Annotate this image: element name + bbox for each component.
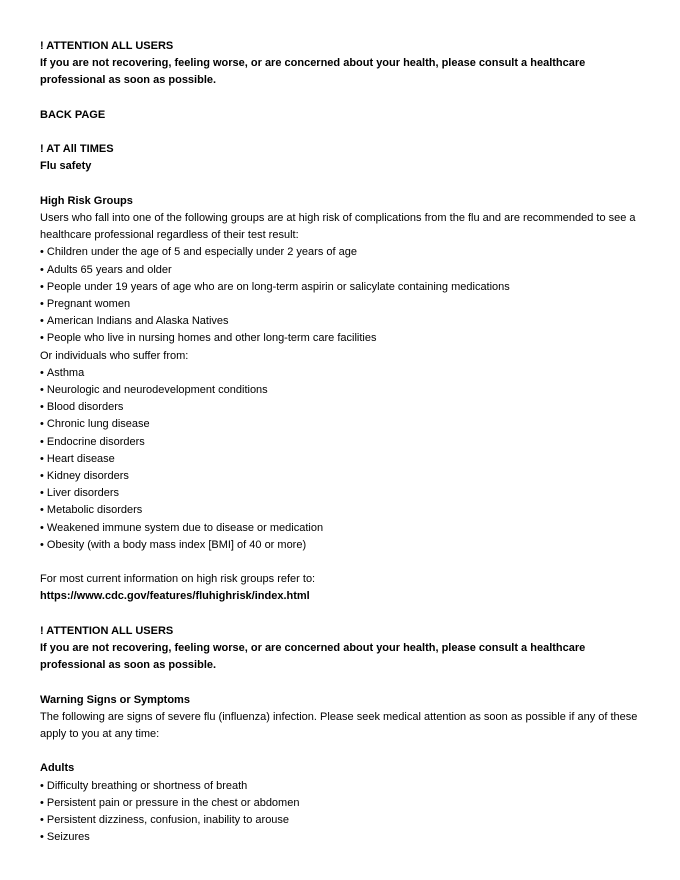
spacer	[40, 743, 640, 760]
spacer	[40, 606, 640, 623]
list-item: • Adults 65 years and older	[40, 262, 640, 279]
list-item: • Asthma	[40, 365, 640, 382]
attention-text-1: If you are not recovering, feeling worse, or are concerned about your health, please consult a healthcare professional as soon as possible.	[40, 57, 586, 87]
list-item: • Persistent dizziness, confusion, inability to arouse	[40, 812, 640, 829]
list-item: • Endocrine disorders	[40, 434, 640, 451]
list-item: • American Indians and Alaska Natives	[40, 313, 640, 330]
list-item: • Weakened immune system due to disease or medication	[40, 520, 640, 537]
high-risk-intro: Users who fall into one of the following groups are at high risk of complications from the flu and are recommended to see a healthcare professional regardless of their test result:	[40, 211, 636, 242]
info-text: For most current information on high risk groups refer to:	[40, 573, 316, 586]
spacer	[40, 124, 640, 141]
list-item: • Pregnant women	[40, 296, 640, 313]
spacer	[40, 554, 640, 571]
attention-text-2: If you are not recovering, feeling worse, or are concerned about your health, please consult a healthcare professional as soon as possible.	[40, 642, 586, 672]
list-item: • Metabolic disorders	[40, 502, 640, 519]
spacer	[40, 674, 640, 691]
cdc-link[interactable]: https://www.cdc.gov/features/fluhighrisk/index.html	[40, 590, 310, 603]
flu-safety-title: Flu safety	[40, 160, 92, 173]
list-item: • People who live in nursing homes and other long-term care facilities	[40, 330, 640, 347]
warning-intro: The following are signs of severe flu (influenza) infection. Please seek medical attention as soon as possible if any of these apply to you at any time:	[40, 710, 638, 741]
list-item: • People under 19 years of age who are on long-term aspirin or salicylate containing medications	[40, 279, 640, 296]
document-page	[40, 38, 640, 846]
back-page-label: BACK PAGE	[40, 108, 106, 121]
list-item: • Persistent pain or pressure in the chest or abdomen	[40, 795, 640, 812]
warning-heading: Warning Signs or Symptoms	[40, 693, 190, 706]
adults-heading: Adults	[40, 762, 75, 775]
at-all-times-title: ! AT All TIMES	[40, 143, 114, 156]
list-item: • Neurologic and neurodevelopment conditions	[40, 382, 640, 399]
spacer	[40, 90, 640, 107]
list-item: • Liver disorders	[40, 485, 640, 502]
list-item: • Difficulty breathing or shortness of breath	[40, 778, 640, 795]
spacer	[40, 176, 640, 193]
list-item: • Blood disorders	[40, 399, 640, 416]
high-risk-heading: High Risk Groups	[40, 194, 133, 207]
attention-title-1: ! ATTENTION ALL USERS	[40, 40, 174, 52]
list-item: • Seizures	[40, 829, 640, 846]
attention-title-2: ! ATTENTION ALL USERS	[40, 624, 174, 637]
list-item: • Obesity (with a body mass index [BMI] of 40 or more)	[40, 537, 640, 554]
list-item: • Children under the age of 5 and especially under 2 years of age	[40, 244, 640, 261]
list-item: • Kidney disorders	[40, 468, 640, 485]
list-item: • Chronic lung disease	[40, 416, 640, 433]
list-item: • Heart disease	[40, 451, 640, 468]
conditions-intro: Or individuals who suffer from:	[40, 349, 189, 362]
